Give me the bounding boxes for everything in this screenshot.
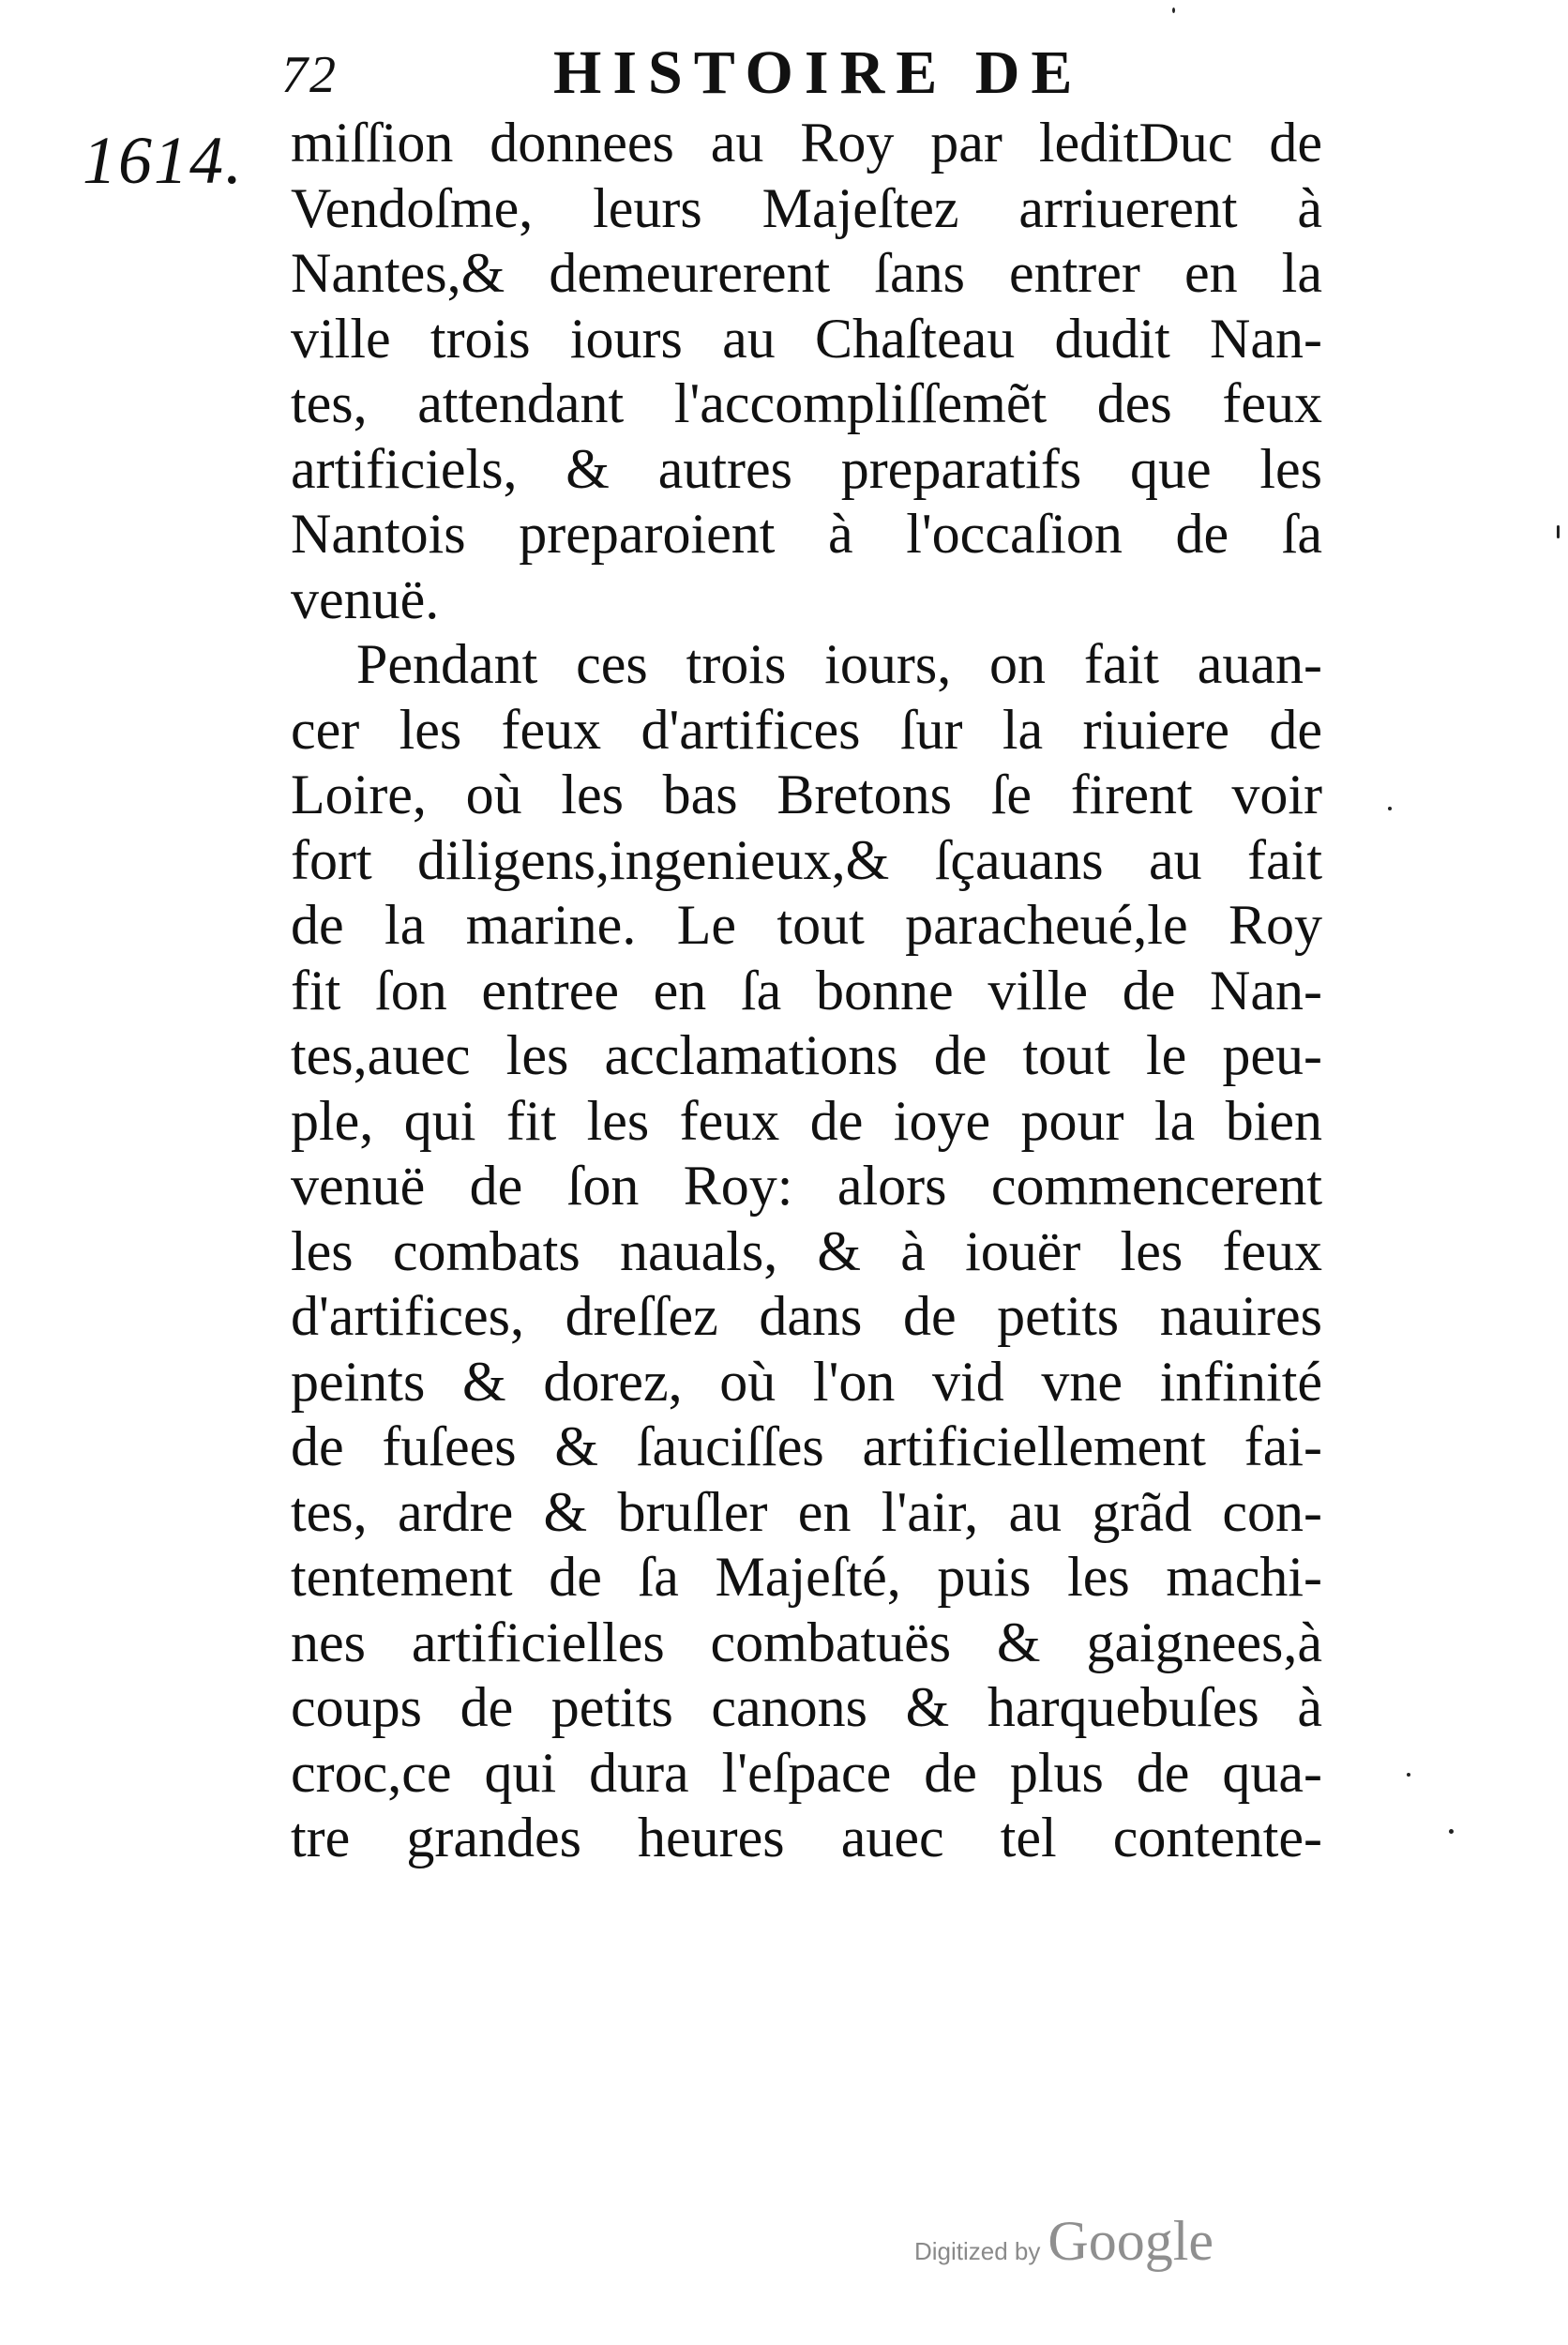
text-line: coups de petits canons & harquebuſes à <box>291 1676 1322 1738</box>
ink-speck <box>1388 807 1392 810</box>
text-line: tes, attendant l'accompliſſemẽt des feux <box>291 372 1322 434</box>
text-line: Loire, où les bas Bretons ſe firent voir <box>291 764 1322 825</box>
text-line: venuë de ſon Roy: alors commencerent <box>291 1155 1322 1217</box>
text-line: tes, ardre & bruſler en l'air, au grãd con- <box>291 1480 1322 1543</box>
text-line: fit ſon entree en ſa bonne ville de Nan- <box>291 959 1322 1021</box>
text-line: miſſion donnees au Roy par leditDuc de <box>291 112 1322 174</box>
text-line: tes,auec les acclamations de tout le peu- <box>291 1024 1322 1086</box>
text-line: ple, qui fit les feux de ioye pour la bien <box>291 1089 1322 1152</box>
text-line: fort diligens,ingenieux,& ſçauans au fait <box>291 828 1322 891</box>
text-line: peints & dorez, où l'on vid vne infinité <box>291 1350 1322 1413</box>
margin-year-note: 1614. <box>83 123 244 198</box>
digitized-by-label: Digitized by <box>914 2237 1041 2265</box>
text-line: ville trois iours au Chaſteau dudit Nan- <box>291 307 1322 370</box>
page-number: 72 <box>281 46 338 104</box>
text-line: Nantois preparoient à l'occaſion de ſa <box>291 503 1322 565</box>
paragraph-first-line: Pendant ces trois iours, on fait auan- <box>356 633 1322 695</box>
body-text <box>291 111 1322 1871</box>
running-head: HISTOIRE DE <box>553 38 1084 107</box>
text-line: cer les feux d'artifices ſur la riuiere de <box>291 698 1322 761</box>
text-line: les combats nauals, & à iouër les feux <box>291 1219 1322 1282</box>
text-line: tentement de ſa Majeſté, puis les machi- <box>291 1546 1322 1608</box>
ink-speck <box>1449 1829 1454 1834</box>
text-line: tre grandes heures auec tel contente- <box>291 1807 1322 1868</box>
google-logo-text: Google <box>1048 2210 1214 2272</box>
ink-speck <box>1557 525 1560 538</box>
text-line: d'artifices, dreſſez dans de petits nauires <box>291 1285 1322 1347</box>
text-line: artificiels, & autres preparatifs que les <box>291 437 1322 500</box>
text-line: Vendoſme, leurs Majeſtez arriuerent à <box>291 176 1322 239</box>
text-line: croc,ce qui dura l'eſpace de plus de qua- <box>291 1741 1322 1804</box>
text-line: venuë. <box>291 567 440 630</box>
digitized-by-google-mark <box>914 2209 1214 2275</box>
ink-speck <box>1172 8 1175 13</box>
ink-speck <box>1407 1773 1410 1777</box>
text-line: nes artificielles combatuës & gaignees,à <box>291 1611 1322 1673</box>
page-header <box>281 38 1125 122</box>
text-line: de fuſees & ſauciſſes artificiellement fai- <box>291 1415 1322 1477</box>
text-line: de la marine. Le tout paracheué,le Roy <box>291 894 1322 956</box>
text-line: Nantes,& demeurerent ſans entrer en la <box>291 242 1322 304</box>
